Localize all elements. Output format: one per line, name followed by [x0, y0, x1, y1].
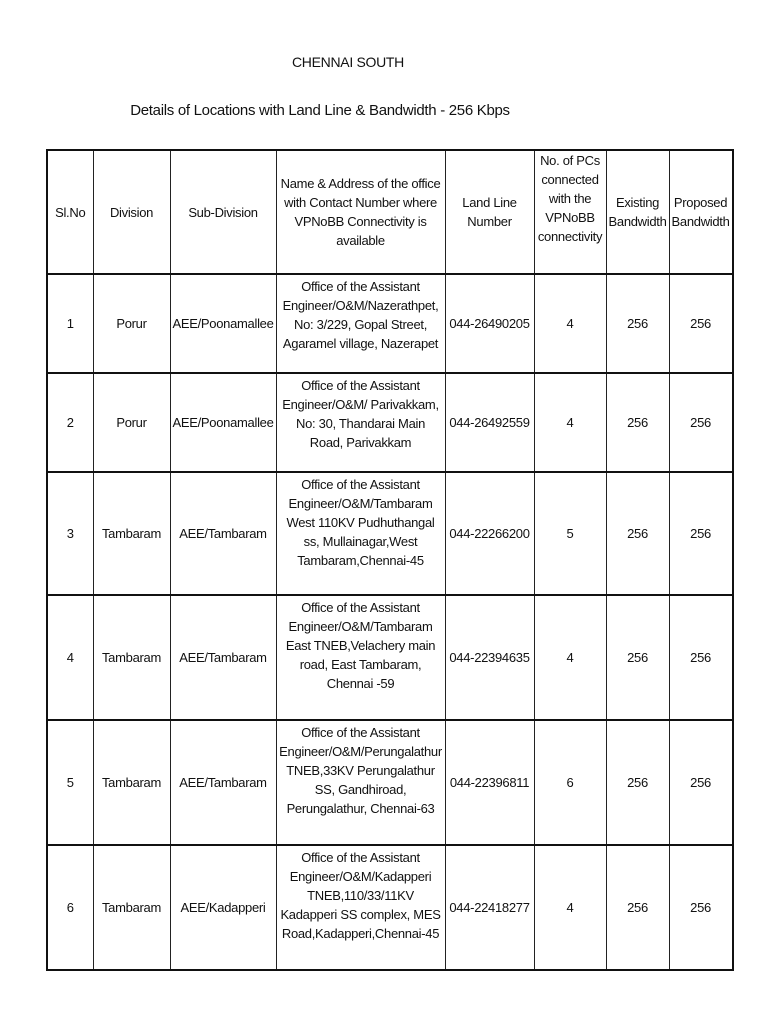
- cell-landline: 044-22266200: [445, 472, 534, 595]
- header-sub-division: Sub-Division: [170, 150, 276, 274]
- cell-pcs: 4: [534, 274, 606, 373]
- cell-sub-division: AEE/Poonamallee: [170, 373, 276, 472]
- cell-sl-no: 1: [47, 274, 93, 373]
- cell-address: Office of the Assistant Engineer/O&M/Tambaram West 110KV Pudhuthangal ss, Mullainagar,West Tambaram,Chennai-45: [276, 472, 445, 595]
- cell-existing-bandwidth: 256: [606, 845, 669, 970]
- cell-proposed-bandwidth: 256: [669, 720, 733, 845]
- cell-division: Tambaram: [93, 595, 170, 720]
- table-row: [47, 720, 733, 845]
- cell-sub-division: AEE/Kadapperi: [170, 845, 276, 970]
- header-pcs: No. of PCs connected with the VPNoBB connectivity: [534, 150, 606, 274]
- cell-division: Porur: [93, 274, 170, 373]
- cell-existing-bandwidth: 256: [606, 373, 669, 472]
- header-division: Division: [93, 150, 170, 274]
- table-row: [47, 595, 733, 720]
- cell-sl-no: 5: [47, 720, 93, 845]
- cell-sub-division: AEE/Tambaram: [170, 595, 276, 720]
- cell-landline: 044-22394635: [445, 595, 534, 720]
- header-landline: Land Line Number: [445, 150, 534, 274]
- header-proposed-bandwidth: Proposed Bandwidth: [669, 150, 733, 274]
- cell-proposed-bandwidth: 256: [669, 274, 733, 373]
- table-row: [47, 472, 733, 595]
- cell-sl-no: 3: [47, 472, 93, 595]
- cell-sub-division: AEE/Poonamallee: [170, 274, 276, 373]
- cell-proposed-bandwidth: 256: [669, 595, 733, 720]
- cell-address: Office of the Assistant Engineer/O&M/Tambaram East TNEB,Velachery main road, East Tambaram, Chennai -59: [276, 595, 445, 720]
- cell-pcs: 4: [534, 845, 606, 970]
- cell-pcs: 5: [534, 472, 606, 595]
- cell-existing-bandwidth: 256: [606, 274, 669, 373]
- cell-pcs: 6: [534, 720, 606, 845]
- header-existing-bandwidth: Existing Bandwidth: [606, 150, 669, 274]
- cell-sub-division: AEE/Tambaram: [170, 720, 276, 845]
- cell-address: Office of the Assistant Engineer/O&M/Nazerathpet, No: 3/229, Gopal Street, Agaramel village, Nazerapet: [276, 274, 445, 373]
- page-title: CHENNAI SOUTH: [292, 54, 404, 70]
- cell-landline: 044-22418277: [445, 845, 534, 970]
- cell-proposed-bandwidth: 256: [669, 845, 733, 970]
- cell-proposed-bandwidth: 256: [669, 373, 733, 472]
- page-subtitle: Details of Locations with Land Line & Bandwidth - 256 Kbps: [130, 102, 510, 119]
- cell-division: Tambaram: [93, 845, 170, 970]
- cell-proposed-bandwidth: 256: [669, 472, 733, 595]
- cell-pcs: 4: [534, 373, 606, 472]
- cell-division: Tambaram: [93, 472, 170, 595]
- cell-address: Office of the Assistant Engineer/O&M/ Parivakkam, No: 30, Thandarai Main Road, Parivakkam: [276, 373, 445, 472]
- header-address: Name & Address of the office with Contact Number where VPNoBB Connectivity is available: [276, 150, 445, 274]
- cell-existing-bandwidth: 256: [606, 720, 669, 845]
- cell-division: Porur: [93, 373, 170, 472]
- cell-division: Tambaram: [93, 720, 170, 845]
- header-sl-no: Sl.No: [47, 150, 93, 274]
- cell-address: Office of the Assistant Engineer/O&M/Kadapperi TNEB,110/33/11KV Kadapperi SS complex, MES Road,Kadapperi,Chennai-45: [276, 845, 445, 970]
- cell-sl-no: 4: [47, 595, 93, 720]
- table-row: [47, 845, 733, 970]
- cell-landline: 044-22396811: [445, 720, 534, 845]
- cell-sl-no: 6: [47, 845, 93, 970]
- cell-address: Office of the Assistant Engineer/O&M/Perungalathur TNEB,33KV Perungalathur SS, Gandhiroad, Perungalathur, Chennai-63: [276, 720, 445, 845]
- cell-sl-no: 2: [47, 373, 93, 472]
- cell-landline: 044-26492559: [445, 373, 534, 472]
- table-row: [47, 274, 733, 373]
- cell-existing-bandwidth: 256: [606, 472, 669, 595]
- table-row: [47, 373, 733, 472]
- cell-existing-bandwidth: 256: [606, 595, 669, 720]
- cell-sub-division: AEE/Tambaram: [170, 472, 276, 595]
- cell-landline: 044-26490205: [445, 274, 534, 373]
- table-header-row: [47, 150, 733, 274]
- locations-table: [46, 149, 734, 971]
- cell-pcs: 4: [534, 595, 606, 720]
